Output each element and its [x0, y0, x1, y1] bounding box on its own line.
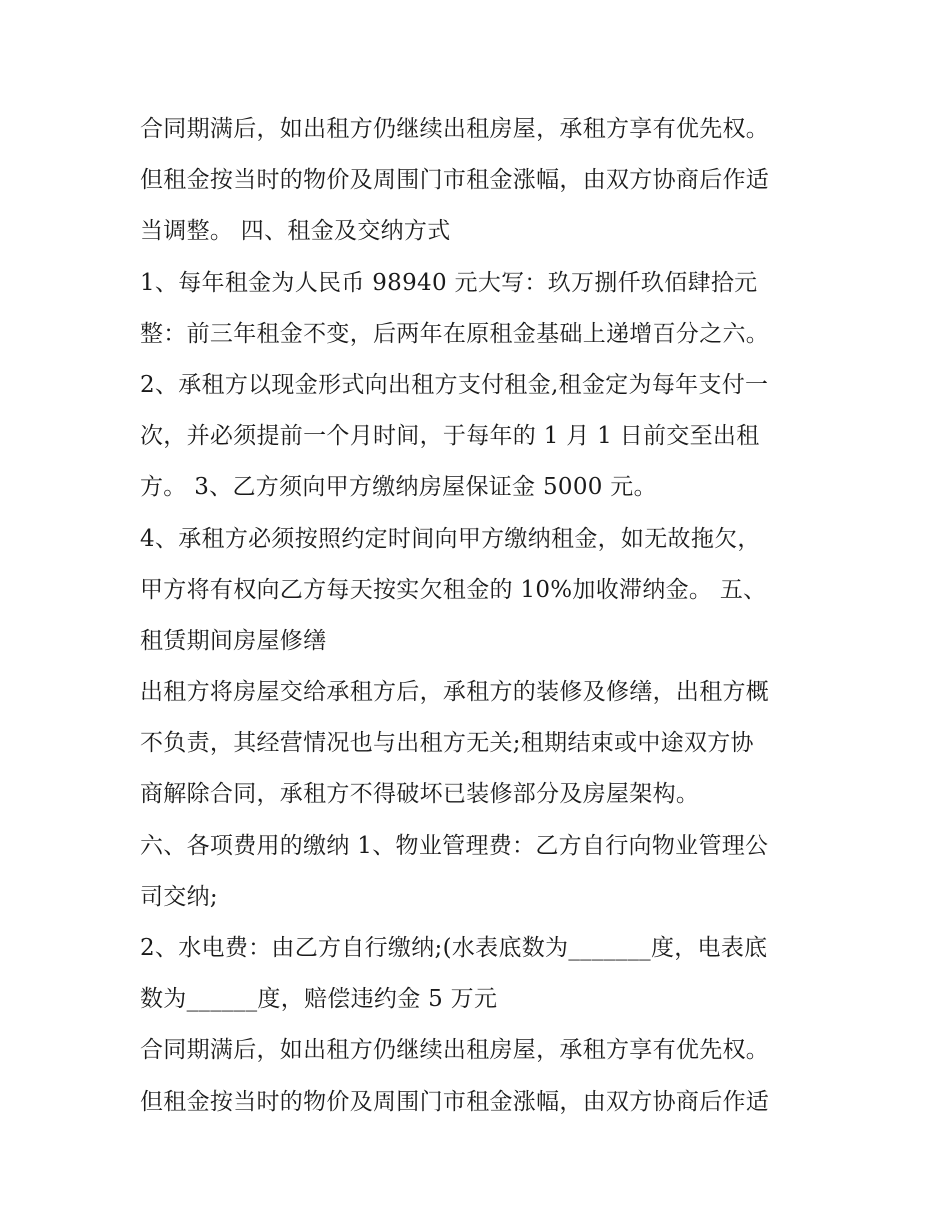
text-line: 商解除合同，承租方不得破坏已装修部分及房屋架构。 [140, 781, 700, 808]
text-line: 司交纳; [140, 883, 218, 910]
text-line: 当调整。 四、租金及交纳方式 [140, 218, 451, 245]
text-line: 1、每年租金为人民币 98940 元大写：玖万捌仟玖佰肆拾元 [140, 269, 758, 296]
text-line: 数为______度，赔偿违约金 5 万元 [140, 986, 498, 1013]
text-line: 2、承租方以现金形式向出租方支付租金,租金定为每年支付一 [140, 371, 769, 398]
text-line: 但租金按当时的物价及周围门市租金涨幅，由双方协商后作适 [140, 1088, 770, 1115]
text-line: 六、各项费用的缴纳 1、物业管理费：乙方自行向物业管理公 [140, 832, 769, 859]
text-line: 但租金按当时的物价及周围门市租金涨幅，由双方协商后作适 [140, 167, 770, 194]
text-line: 整：前三年租金不变，后两年在原租金基础上递增百分之六。 [140, 320, 770, 347]
text-line: 出租方将房屋交给承租方后，承租方的装修及修缮，出租方概 [140, 679, 770, 706]
text-line: 合同期满后，如出租方仍继续出租房屋，承租方享有优先权。 [140, 1037, 770, 1064]
text-line: 次，并必须提前一个月时间，于每年的 1 月 1 日前交至出租 [140, 423, 760, 450]
text-line: 4、承租方必须按照约定时间向甲方缴纳租金，如无故拖欠， [140, 525, 761, 552]
text-line: 合同期满后，如出租方仍继续出租房屋，承租方享有优先权。 [140, 116, 770, 142]
contract-text [140, 104, 820, 1128]
text-line: 方。 3、乙方须向甲方缴纳房屋保证金 5000 元。 [140, 474, 657, 501]
text-line: 2、水电费：由乙方自行缴纳;(水表底数为_______度，电表底 [140, 935, 768, 961]
text-line: 甲方将有权向乙方每天按实欠租金的 10%加收滞纳金。 五、 [140, 576, 767, 603]
text-line: 不负责，其经营情况也与出租方无关;租期结束或中途双方协 [140, 730, 754, 757]
text-line: 租赁期间房屋修缮 [140, 627, 327, 654]
